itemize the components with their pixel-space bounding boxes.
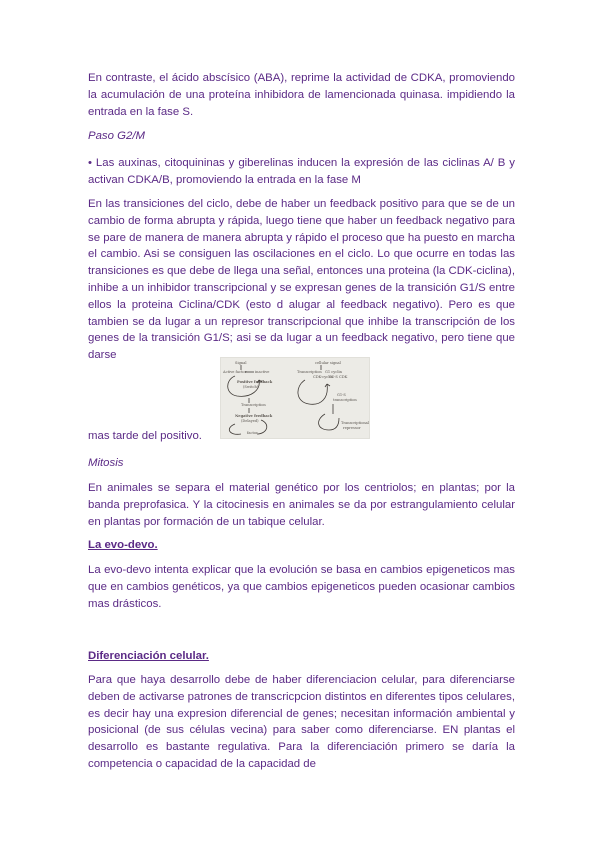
label-factor: factor [247,431,258,435]
label-transcr-repressor-2: repressor [343,426,361,430]
heading-evo-devo: La evo-devo. [88,539,158,551]
feedback-diagram-figure [220,357,370,439]
paragraph-diferenciacion: Para que haya desarrollo debe de haber diferenciacion celular, para diferenciarse deben de activarse patrones de transcricpcion distintos en diferentes tipos celulares, es decir hay una expresion diferencial de genes; necesitan información ambiental y posicional (de sus células vecina) para saber como diferenciarse. EN plantas el desarrollo es bastante regulativa. Para la diferenciación primero se daría la competencia o capacidad de la capacidad de [88,674,515,770]
heading-mitosis: Mitosis [88,457,124,469]
label-positive-sub: (Switch) [243,385,259,389]
feedback-diagram [221,358,369,438]
label-negative-sub: (Delayed) [241,419,259,423]
label-inactive: inactive [255,370,270,374]
bullet-g2m: • Las auxinas, citoquininas y giberelinas inducen la expresión de las ciclinas A/ B y activan CDKA/B, promoviendo la entrada en la fase M [88,157,515,186]
label-g1s-sub: transcription [333,398,357,402]
label-positive-feedback: Positive feedback [237,380,273,384]
paragraph-feedback-end: mas tarde del positivo. [88,430,202,442]
label-cell-signal: cellular signal [315,361,341,365]
heading-diferenciacion: Diferenciación celular. [88,650,209,662]
heading-paso-g2m: Paso G2/M [88,130,145,142]
paragraph-evo-devo: La evo-devo intenta explicar que la evolución se basa en cambios epigeneticos mas que en cambios genéticos, ya que cambios epigeneticos pueden ocasionar cambios mas drásticos. [88,564,515,610]
right-loop [298,380,327,404]
label-transcription-right: Transcription [297,370,322,374]
label-g1s: G1-S [337,393,346,397]
label-active-factor: Active factor [223,370,247,374]
paragraph-aba: En contraste, el ácido abscísico (ABA), reprime la actividad de CDKA, promoviendo la acumulación de una proteína inhibidora de lamencionada quinasa. impidiendo la entrada en la fase S. [88,72,515,118]
label-cdk-cyclin: CDK-cyclin [313,375,333,379]
label-transcription-left: Transcription [241,403,266,407]
label-g1-cyclin: G1 cyclin [325,370,342,374]
paragraph-mitosis: En animales se separa el material genético por los centriolos; en plantas; por la banda preprofasica. Y la citocinesis en animales se da por estrangulamiento celular en plantas por formación de un tabique celular. [88,482,515,528]
label-negative-feedback: Negative feedback [235,414,273,418]
label-transcr-repressor: Transcriptional [341,421,369,425]
label-signal: Signal [235,361,247,365]
label-cdk-active: G1-S CDK [329,375,348,379]
paragraph-feedback: En las transiciones del ciclo, debe de haber un feedback positivo para que se de un cambio de forma abrupta y rápida, luego tiene que haber un feedback negativo para se pare de manera de manera abrupta y rápido el proceso que ha puesto en marcha el cambio. Asi se consiguen las oscilaciones en el ciclo. Lo que ocurre en todas las transiciones es que debe de llega una señal, entonces una proteina (la CDK-ciclina), inhibe a un inhibidor transcripcional y se expresan genes de la transición G1/S entre ellos la proteina Ciclina/CDK (esto d alugar al feedback negativo). Pero es que tambien se da lugar a un represor transcripcional que inhibe la transcripción de los genes de la transición G1/S; asi se da lugar a un feedback negativo, pero tiene que darse [88,198,515,362]
